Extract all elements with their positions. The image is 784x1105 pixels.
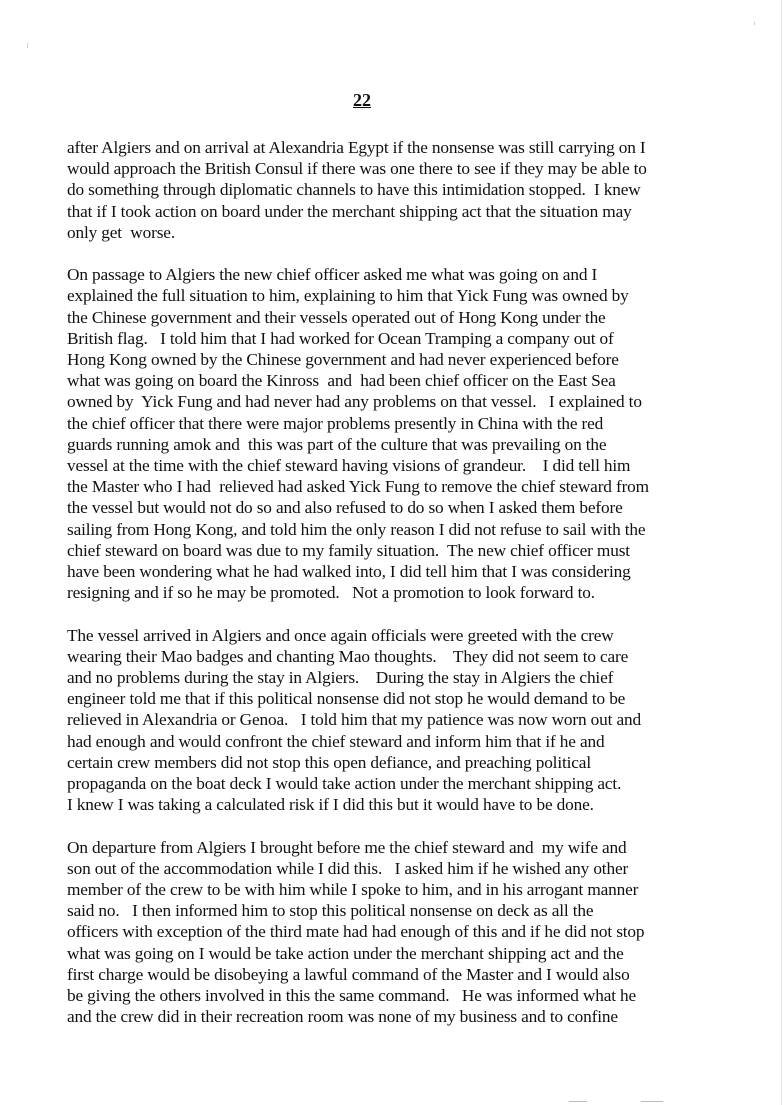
text-line: British flag. I told him that I had worked for Ocean Tramping a company out of [67,328,614,348]
page-number: 22 [353,90,371,110]
text-line: have been wondering what he had walked into, I did tell him that I was considering [67,562,631,582]
text-line: the Chinese government and their vessels operated out of Hong Kong under the [67,307,606,327]
text-line: On passage to Algiers the new chief officer asked me what was going on and I [67,265,598,285]
text-line: wearing their Mao badges and chanting Mao thoughts. They did not seem to care [67,646,629,666]
paragraph [67,137,757,243]
text-line: member of the crew to be with him while I spoke to him, and in his arrogant manner [67,880,639,900]
text-line: vessel at the time with the chief steward having visions of grandeur. I did tell him [67,456,631,476]
paragraph [67,264,757,603]
text-line: owned by Yick Fung and had never had any problems on that vessel. I explained to [67,392,642,412]
text-line: relieved in Alexandria or Genoa. I told him that my patience was now worn out and [67,710,641,730]
text-line: chief steward on board was due to my family situation. The new chief officer must [67,540,630,560]
text-line: after Algiers and on arrival at Alexandria Egypt if the nonsense was still carrying on I [67,138,646,157]
text-line: be giving the others involved in this the same command. He was informed what he [67,986,637,1006]
text-line: sailing from Hong Kong, and told him the only reason I did not refuse to sail with the [67,519,646,539]
text-line: propaganda on the boat deck I would take action under the merchant shipping act. [67,774,622,794]
text-line: that if I took action on board under the merchant shipping act that the situation may [67,201,632,221]
text-line: and no problems during the stay in Algiers. During the stay in Algiers the chief [67,668,614,688]
text-line: guards running amok and this was part of the culture that was prevailing on the [67,434,607,454]
text-line: the Master who I had relieved had asked Yick Fung to remove the chief steward from [67,477,649,497]
text-line: what was going on I would be take action under the merchant shipping act and the [67,943,624,963]
text-line: the vessel but would not do so and also refused to do so when I asked them before [67,498,623,518]
text-line: the chief officer that there were major problems presently in China with the red [67,413,604,433]
text-line: I knew I was taking a calculated risk if I did this but it would have to be done. [67,795,594,815]
text-line: explained the full situation to him, explaining to him that Yick Fung was owned by [67,286,629,306]
scan-speck [27,43,28,48]
text-line: engineer told me that if this political nonsense did not stop he would demand to be [67,689,626,709]
text-line: and the crew did in their recreation room was none of my business and to confine [67,1007,618,1027]
text-line: first charge would be disobeying a lawful command of the Master and I would also [67,964,630,984]
text-line: do something through diplomatic channels to have this intimidation stopped. I knew [67,180,641,200]
text-line: said no. I then informed him to stop this political nonsense on deck as all the [67,901,594,921]
text-line: officers with exception of the third mate had had enough of this and if he did not stop [67,922,645,942]
scan-mark [569,1101,587,1102]
text-line: had enough and would confront the chief steward and inform him that if he and [67,731,605,751]
text-line: Hong Kong owned by the Chinese government and had never experienced before [67,350,619,370]
paragraph [67,625,757,816]
paragraph [67,837,757,1028]
scan-mark [641,1101,663,1102]
text-line: On departure from Algiers I brought before me the chief steward and my wife and [67,837,627,857]
text-line: what was going on board the Kinross and had been chief officer on the East Sea [67,371,616,391]
text-line: resigning and if so he may be promoted. Not a promotion to look forward to. [67,583,595,603]
text-line: The vessel arrived in Algiers and once again officials were greeted with the crew [67,625,614,645]
text-line: certain crew members did not stop this open defiance, and preaching political [67,752,591,772]
document-body [67,137,757,1049]
text-line: would approach the British Consul if there was one there to see if they may be able to [67,159,647,179]
page-edge [781,0,782,1105]
scan-speck [754,22,755,25]
text-line: son out of the accommodation while I did this. I asked him if he wished any other [67,858,629,878]
text-line: only get worse. [67,222,175,242]
